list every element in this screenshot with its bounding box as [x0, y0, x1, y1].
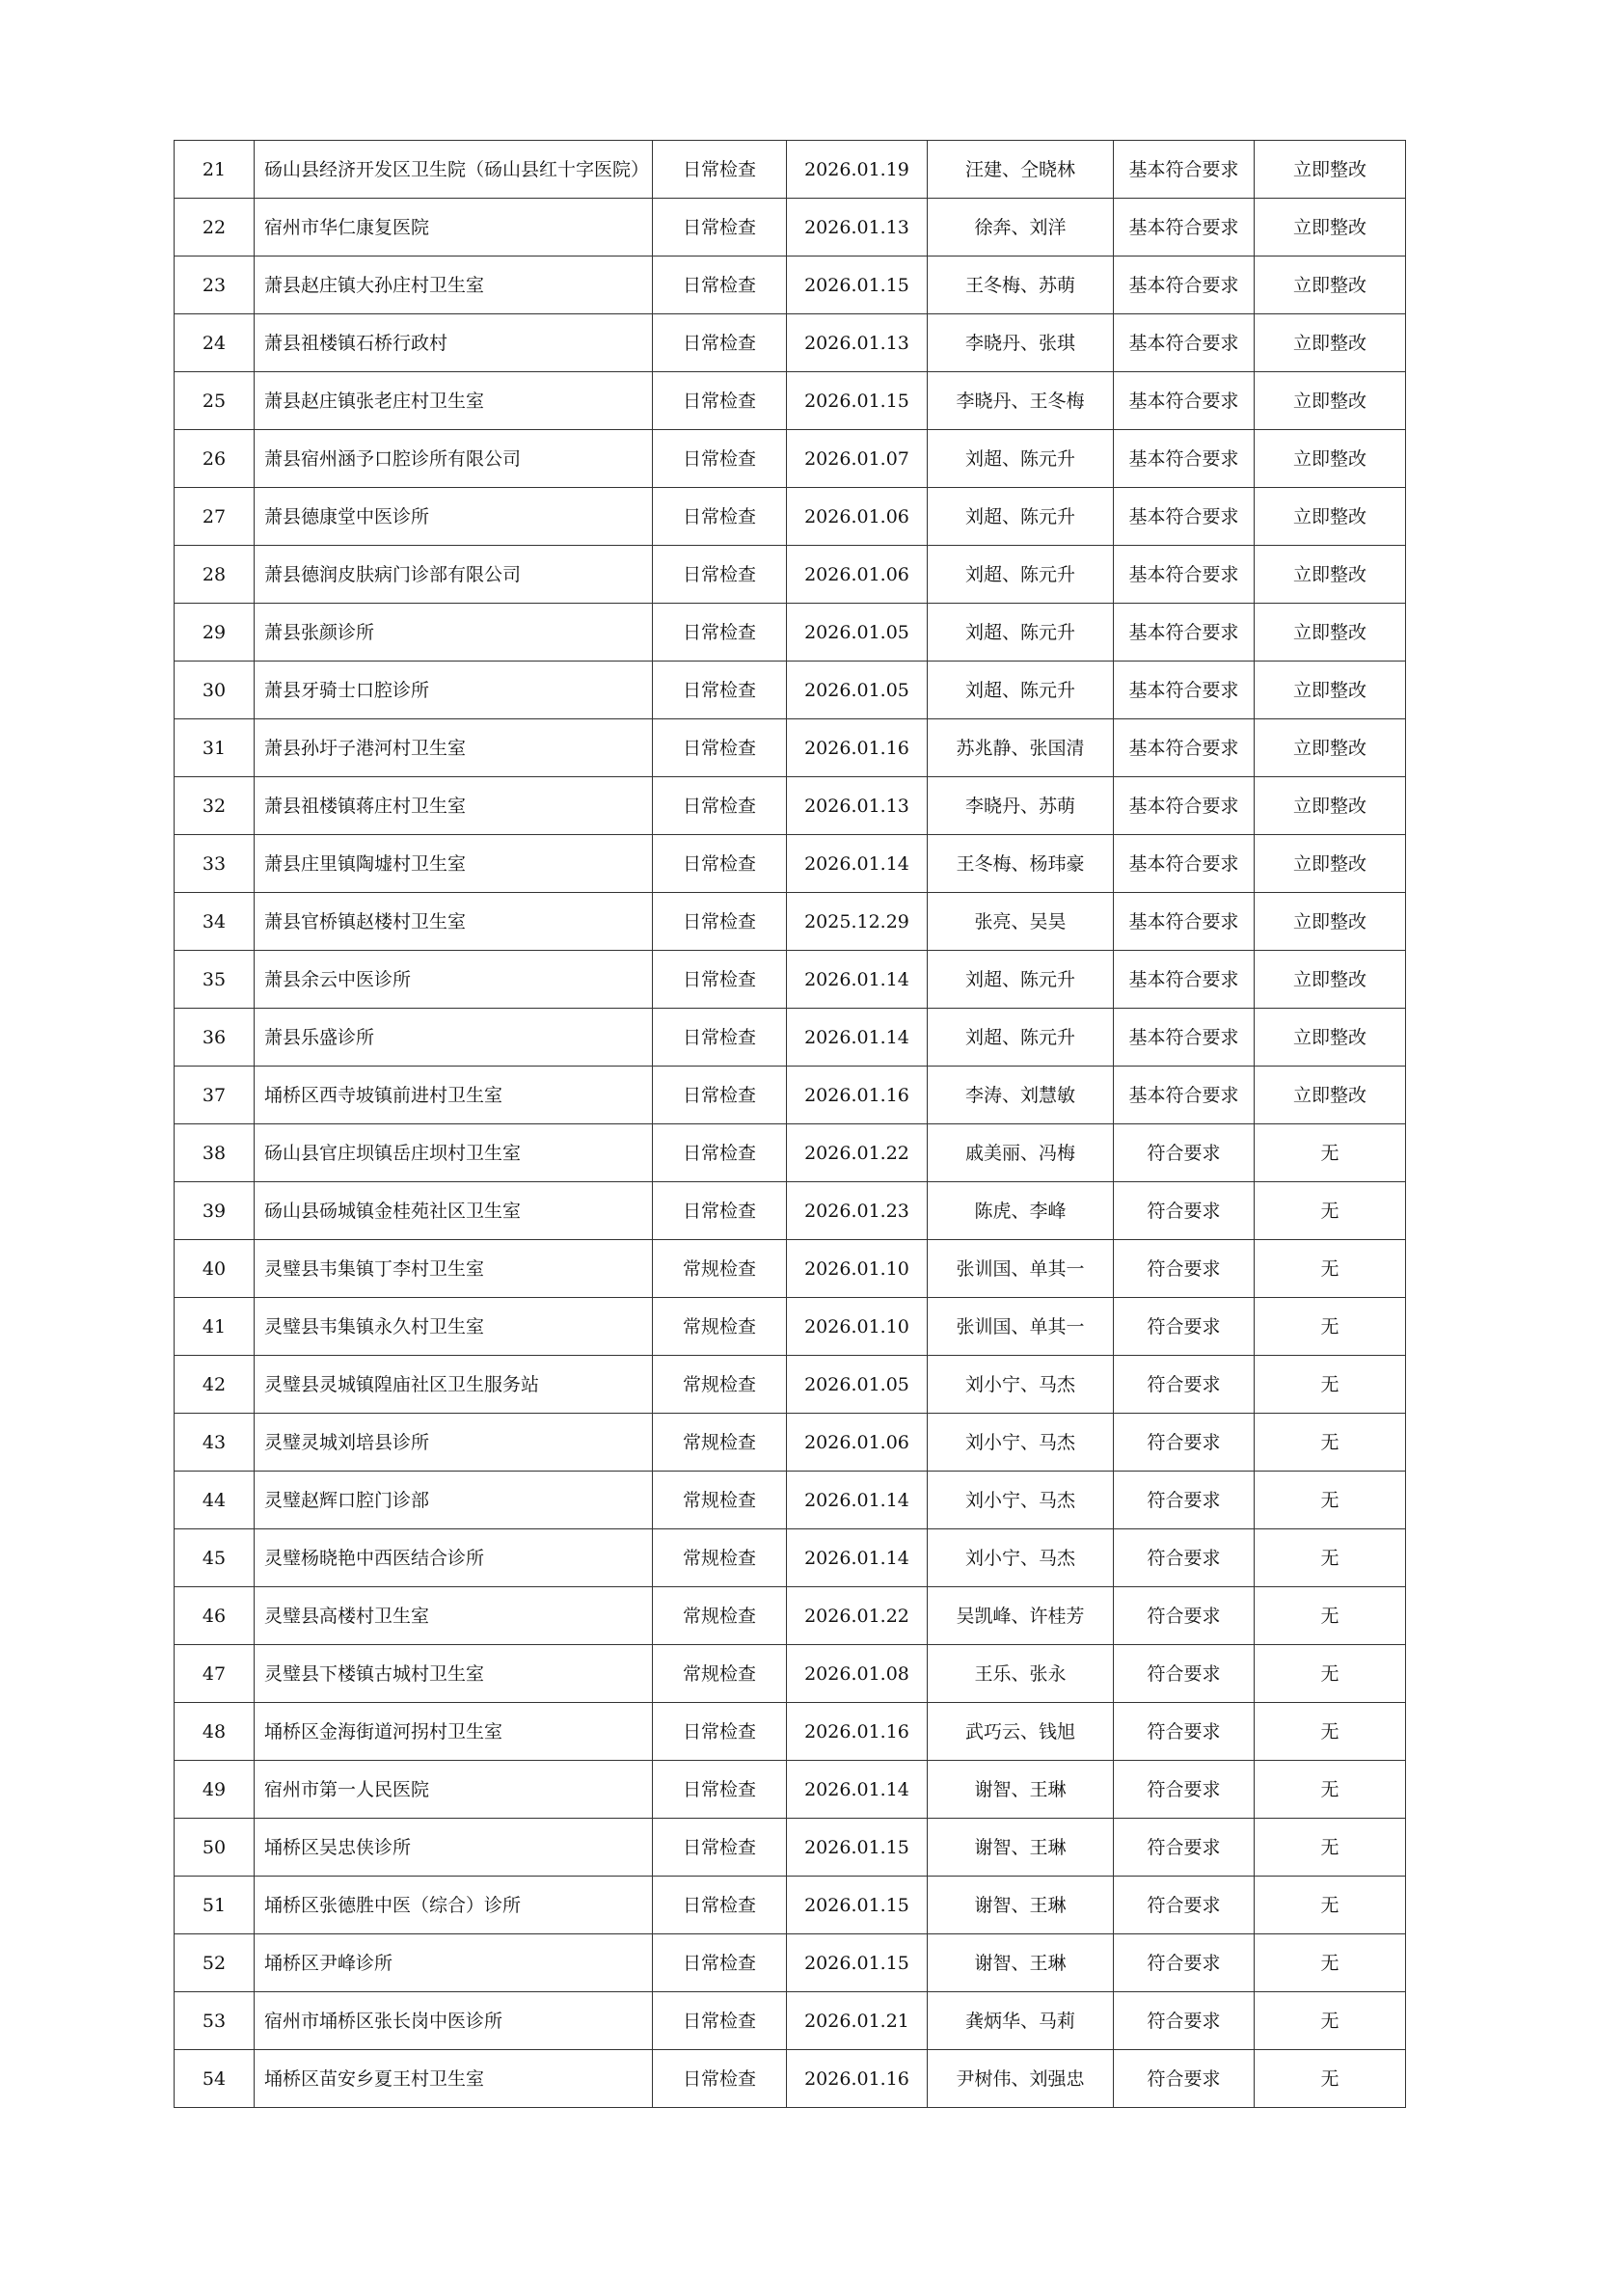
action-cell: 无 [1255, 1645, 1406, 1703]
inspectors-cell: 刘超、陈元升 [928, 662, 1114, 719]
row-number-cell: 23 [175, 257, 255, 314]
table-row [175, 777, 1406, 835]
row-number-cell: 38 [175, 1124, 255, 1182]
table-row [175, 199, 1406, 257]
inspection-type-cell: 日常检查 [653, 1182, 787, 1240]
inspection-type-cell: 日常检查 [653, 1992, 787, 2050]
inspection-type-cell: 日常检查 [653, 430, 787, 488]
inspection-date-cell: 2026.01.15 [787, 1819, 928, 1877]
result-cell: 符合要求 [1114, 1472, 1255, 1529]
row-number-cell: 50 [175, 1819, 255, 1877]
action-cell: 无 [1255, 1298, 1406, 1356]
result-cell: 基本符合要求 [1114, 546, 1255, 604]
row-number-cell: 46 [175, 1587, 255, 1645]
action-cell: 立即整改 [1255, 488, 1406, 546]
inspection-date-cell: 2026.01.14 [787, 1472, 928, 1529]
table-row [175, 719, 1406, 777]
action-cell: 立即整改 [1255, 719, 1406, 777]
inspection-date-cell: 2026.01.15 [787, 372, 928, 430]
unit-name-cell: 灵璧县高楼村卫生室 [255, 1587, 653, 1645]
action-cell: 无 [1255, 1587, 1406, 1645]
table-row [175, 546, 1406, 604]
inspection-type-cell: 日常检查 [653, 1877, 787, 1934]
result-cell: 符合要求 [1114, 1356, 1255, 1414]
table-row [175, 1992, 1406, 2050]
row-number-cell: 37 [175, 1067, 255, 1124]
inspection-type-cell: 常规检查 [653, 1414, 787, 1472]
row-number-cell: 53 [175, 1992, 255, 2050]
table-row [175, 1819, 1406, 1877]
unit-name-cell: 灵璧县灵城镇隍庙社区卫生服务站 [255, 1356, 653, 1414]
inspection-date-cell: 2026.01.06 [787, 546, 928, 604]
inspection-date-cell: 2026.01.07 [787, 430, 928, 488]
unit-name-cell: 埇桥区金海街道河拐村卫生室 [255, 1703, 653, 1761]
result-cell: 基本符合要求 [1114, 777, 1255, 835]
table-row [175, 1067, 1406, 1124]
action-cell: 无 [1255, 1761, 1406, 1819]
table-row [175, 1877, 1406, 1934]
inspectors-cell: 谢智、王琳 [928, 1877, 1114, 1934]
unit-name-cell: 宿州市第一人民医院 [255, 1761, 653, 1819]
result-cell: 基本符合要求 [1114, 893, 1255, 951]
inspection-type-cell: 日常检查 [653, 1124, 787, 1182]
row-number-cell: 29 [175, 604, 255, 662]
result-cell: 基本符合要求 [1114, 604, 1255, 662]
unit-name-cell: 埇桥区苗安乡夏王村卫生室 [255, 2050, 653, 2108]
unit-name-cell: 埇桥区尹峰诊所 [255, 1934, 653, 1992]
inspection-type-cell: 日常检查 [653, 546, 787, 604]
row-number-cell: 47 [175, 1645, 255, 1703]
inspectors-cell: 刘超、陈元升 [928, 951, 1114, 1009]
result-cell: 符合要求 [1114, 1703, 1255, 1761]
result-cell: 基本符合要求 [1114, 488, 1255, 546]
unit-name-cell: 萧县孙圩子港河村卫生室 [255, 719, 653, 777]
inspection-date-cell: 2026.01.14 [787, 1529, 928, 1587]
row-number-cell: 32 [175, 777, 255, 835]
inspection-date-cell: 2026.01.05 [787, 662, 928, 719]
inspection-date-cell: 2026.01.16 [787, 719, 928, 777]
action-cell: 无 [1255, 1414, 1406, 1472]
unit-name-cell: 萧县牙骑士口腔诊所 [255, 662, 653, 719]
inspection-type-cell: 日常检查 [653, 488, 787, 546]
result-cell: 符合要求 [1114, 1819, 1255, 1877]
result-cell: 符合要求 [1114, 1761, 1255, 1819]
inspection-type-cell: 日常检查 [653, 1009, 787, 1067]
row-number-cell: 25 [175, 372, 255, 430]
inspectors-cell: 王乐、张永 [928, 1645, 1114, 1703]
action-cell: 无 [1255, 1877, 1406, 1934]
inspection-type-cell: 日常检查 [653, 719, 787, 777]
inspection-type-cell: 日常检查 [653, 314, 787, 372]
inspection-date-cell: 2026.01.13 [787, 777, 928, 835]
inspection-date-cell: 2026.01.10 [787, 1298, 928, 1356]
row-number-cell: 44 [175, 1472, 255, 1529]
action-cell: 无 [1255, 2050, 1406, 2108]
result-cell: 符合要求 [1114, 2050, 1255, 2108]
inspection-date-cell: 2025.12.29 [787, 893, 928, 951]
row-number-cell: 45 [175, 1529, 255, 1587]
row-number-cell: 31 [175, 719, 255, 777]
inspection-type-cell: 日常检查 [653, 777, 787, 835]
action-cell: 无 [1255, 1356, 1406, 1414]
result-cell: 基本符合要求 [1114, 719, 1255, 777]
inspection-type-cell: 日常检查 [653, 257, 787, 314]
action-cell: 无 [1255, 1124, 1406, 1182]
row-number-cell: 22 [175, 199, 255, 257]
inspection-date-cell: 2026.01.13 [787, 199, 928, 257]
table-row [175, 1009, 1406, 1067]
unit-name-cell: 埇桥区张德胜中医（综合）诊所 [255, 1877, 653, 1934]
action-cell: 立即整改 [1255, 893, 1406, 951]
unit-name-cell: 埇桥区西寺坡镇前进村卫生室 [255, 1067, 653, 1124]
inspectors-cell: 刘超、陈元升 [928, 1009, 1114, 1067]
unit-name-cell: 灵璧杨晓艳中西医结合诊所 [255, 1529, 653, 1587]
inspectors-cell: 陈虎、李峰 [928, 1182, 1114, 1240]
unit-name-cell: 萧县乐盛诊所 [255, 1009, 653, 1067]
unit-name-cell: 宿州市华仁康复医院 [255, 199, 653, 257]
table-row [175, 257, 1406, 314]
inspection-date-cell: 2026.01.14 [787, 835, 928, 893]
result-cell: 基本符合要求 [1114, 1009, 1255, 1067]
table-row [175, 1761, 1406, 1819]
row-number-cell: 54 [175, 2050, 255, 2108]
row-number-cell: 26 [175, 430, 255, 488]
result-cell: 符合要求 [1114, 1587, 1255, 1645]
inspection-table [174, 140, 1406, 2108]
inspection-date-cell: 2026.01.15 [787, 257, 928, 314]
inspectors-cell: 刘超、陈元升 [928, 488, 1114, 546]
table-row [175, 1587, 1406, 1645]
inspection-type-cell: 日常检查 [653, 951, 787, 1009]
inspectors-cell: 王冬梅、杨玮豪 [928, 835, 1114, 893]
action-cell: 立即整改 [1255, 372, 1406, 430]
row-number-cell: 42 [175, 1356, 255, 1414]
inspection-date-cell: 2026.01.16 [787, 2050, 928, 2108]
result-cell: 符合要求 [1114, 1298, 1255, 1356]
unit-name-cell: 萧县德康堂中医诊所 [255, 488, 653, 546]
inspection-date-cell: 2026.01.14 [787, 1761, 928, 1819]
inspectors-cell: 刘小宁、马杰 [928, 1356, 1114, 1414]
unit-name-cell: 砀山县砀城镇金桂苑社区卫生室 [255, 1182, 653, 1240]
row-number-cell: 48 [175, 1703, 255, 1761]
unit-name-cell: 灵璧灵城刘培县诊所 [255, 1414, 653, 1472]
unit-name-cell: 萧县祖楼镇蒋庄村卫生室 [255, 777, 653, 835]
inspection-type-cell: 日常检查 [653, 662, 787, 719]
unit-name-cell: 灵璧县韦集镇丁李村卫生室 [255, 1240, 653, 1298]
action-cell: 无 [1255, 1703, 1406, 1761]
unit-name-cell: 萧县赵庄镇大孙庄村卫生室 [255, 257, 653, 314]
inspection-date-cell: 2026.01.15 [787, 1877, 928, 1934]
action-cell: 立即整改 [1255, 1067, 1406, 1124]
unit-name-cell: 宿州市埇桥区张长岗中医诊所 [255, 1992, 653, 2050]
unit-name-cell: 灵璧赵辉口腔门诊部 [255, 1472, 653, 1529]
row-number-cell: 35 [175, 951, 255, 1009]
action-cell: 立即整改 [1255, 1009, 1406, 1067]
table-row [175, 1472, 1406, 1529]
inspectors-cell: 刘小宁、马杰 [928, 1472, 1114, 1529]
unit-name-cell: 砀山县经济开发区卫生院（砀山县红十字医院） [255, 141, 653, 199]
table-row [175, 604, 1406, 662]
result-cell: 符合要求 [1114, 1877, 1255, 1934]
row-number-cell: 21 [175, 141, 255, 199]
row-number-cell: 28 [175, 546, 255, 604]
inspectors-cell: 张训国、单其一 [928, 1298, 1114, 1356]
inspection-type-cell: 日常检查 [653, 1067, 787, 1124]
inspectors-cell: 苏兆静、张国清 [928, 719, 1114, 777]
action-cell: 立即整改 [1255, 546, 1406, 604]
table-row [175, 1529, 1406, 1587]
table-body [175, 141, 1406, 2108]
result-cell: 基本符合要求 [1114, 314, 1255, 372]
table-row [175, 951, 1406, 1009]
inspection-type-cell: 常规检查 [653, 1356, 787, 1414]
table-row [175, 2050, 1406, 2108]
table-row [175, 893, 1406, 951]
unit-name-cell: 砀山县官庄坝镇岳庄坝村卫生室 [255, 1124, 653, 1182]
unit-name-cell: 萧县庄里镇陶墟村卫生室 [255, 835, 653, 893]
action-cell: 立即整改 [1255, 604, 1406, 662]
table-row [175, 1240, 1406, 1298]
row-number-cell: 51 [175, 1877, 255, 1934]
result-cell: 符合要求 [1114, 1414, 1255, 1472]
action-cell: 立即整改 [1255, 314, 1406, 372]
result-cell: 基本符合要求 [1114, 835, 1255, 893]
result-cell: 基本符合要求 [1114, 662, 1255, 719]
inspection-date-cell: 2026.01.05 [787, 604, 928, 662]
unit-name-cell: 灵璧县韦集镇永久村卫生室 [255, 1298, 653, 1356]
table-row [175, 430, 1406, 488]
result-cell: 基本符合要求 [1114, 257, 1255, 314]
inspectors-cell: 刘超、陈元升 [928, 430, 1114, 488]
inspection-date-cell: 2026.01.05 [787, 1356, 928, 1414]
inspectors-cell: 汪建、仝晓林 [928, 141, 1114, 199]
inspection-type-cell: 日常检查 [653, 2050, 787, 2108]
row-number-cell: 30 [175, 662, 255, 719]
table-row [175, 1298, 1406, 1356]
action-cell: 立即整改 [1255, 199, 1406, 257]
inspectors-cell: 谢智、王琳 [928, 1934, 1114, 1992]
unit-name-cell: 萧县赵庄镇张老庄村卫生室 [255, 372, 653, 430]
unit-name-cell: 萧县祖楼镇石桥行政村 [255, 314, 653, 372]
unit-name-cell: 萧县官桥镇赵楼村卫生室 [255, 893, 653, 951]
table-row [175, 1934, 1406, 1992]
inspection-date-cell: 2026.01.23 [787, 1182, 928, 1240]
result-cell: 基本符合要求 [1114, 372, 1255, 430]
result-cell: 符合要求 [1114, 1992, 1255, 2050]
inspection-type-cell: 常规检查 [653, 1240, 787, 1298]
table-row [175, 1703, 1406, 1761]
unit-name-cell: 灵璧县下楼镇古城村卫生室 [255, 1645, 653, 1703]
result-cell: 符合要求 [1114, 1529, 1255, 1587]
inspection-type-cell: 日常检查 [653, 835, 787, 893]
inspectors-cell: 张训国、单其一 [928, 1240, 1114, 1298]
action-cell: 立即整改 [1255, 777, 1406, 835]
inspection-type-cell: 常规检查 [653, 1298, 787, 1356]
inspection-type-cell: 常规检查 [653, 1587, 787, 1645]
inspection-date-cell: 2026.01.08 [787, 1645, 928, 1703]
action-cell: 无 [1255, 1819, 1406, 1877]
inspection-date-cell: 2026.01.15 [787, 1934, 928, 1992]
inspectors-cell: 尹树伟、刘强忠 [928, 2050, 1114, 2108]
unit-name-cell: 萧县德润皮肤病门诊部有限公司 [255, 546, 653, 604]
row-number-cell: 41 [175, 1298, 255, 1356]
inspection-date-cell: 2026.01.06 [787, 488, 928, 546]
inspectors-cell: 武巧云、钱旭 [928, 1703, 1114, 1761]
inspectors-cell: 吴凯峰、许桂芳 [928, 1587, 1114, 1645]
inspectors-cell: 谢智、王琳 [928, 1819, 1114, 1877]
unit-name-cell: 萧县张颜诊所 [255, 604, 653, 662]
inspectors-cell: 刘超、陈元升 [928, 546, 1114, 604]
table-row [175, 1356, 1406, 1414]
inspection-type-cell: 日常检查 [653, 372, 787, 430]
result-cell: 基本符合要求 [1114, 430, 1255, 488]
inspection-type-cell: 日常检查 [653, 893, 787, 951]
inspection-date-cell: 2026.01.16 [787, 1703, 928, 1761]
inspectors-cell: 刘小宁、马杰 [928, 1414, 1114, 1472]
action-cell: 立即整改 [1255, 835, 1406, 893]
inspection-type-cell: 日常检查 [653, 1819, 787, 1877]
result-cell: 基本符合要求 [1114, 141, 1255, 199]
inspectors-cell: 李晓丹、张琪 [928, 314, 1114, 372]
inspection-date-cell: 2026.01.21 [787, 1992, 928, 2050]
row-number-cell: 52 [175, 1934, 255, 1992]
inspectors-cell: 戚美丽、冯梅 [928, 1124, 1114, 1182]
row-number-cell: 39 [175, 1182, 255, 1240]
inspection-date-cell: 2026.01.22 [787, 1124, 928, 1182]
action-cell: 无 [1255, 1240, 1406, 1298]
table-row [175, 314, 1406, 372]
inspection-type-cell: 日常检查 [653, 1761, 787, 1819]
inspection-date-cell: 2026.01.22 [787, 1587, 928, 1645]
inspectors-cell: 李涛、刘慧敏 [928, 1067, 1114, 1124]
action-cell: 无 [1255, 1992, 1406, 2050]
row-number-cell: 43 [175, 1414, 255, 1472]
result-cell: 基本符合要求 [1114, 951, 1255, 1009]
row-number-cell: 27 [175, 488, 255, 546]
inspection-type-cell: 常规检查 [653, 1472, 787, 1529]
action-cell: 立即整改 [1255, 662, 1406, 719]
result-cell: 符合要求 [1114, 1645, 1255, 1703]
inspection-date-cell: 2026.01.10 [787, 1240, 928, 1298]
result-cell: 符合要求 [1114, 1124, 1255, 1182]
action-cell: 立即整改 [1255, 951, 1406, 1009]
inspection-type-cell: 常规检查 [653, 1645, 787, 1703]
table-row [175, 1645, 1406, 1703]
inspection-date-cell: 2026.01.06 [787, 1414, 928, 1472]
row-number-cell: 40 [175, 1240, 255, 1298]
result-cell: 符合要求 [1114, 1182, 1255, 1240]
inspectors-cell: 谢智、王琳 [928, 1761, 1114, 1819]
table-row [175, 662, 1406, 719]
row-number-cell: 24 [175, 314, 255, 372]
action-cell: 无 [1255, 1182, 1406, 1240]
unit-name-cell: 萧县余云中医诊所 [255, 951, 653, 1009]
table-row [175, 1182, 1406, 1240]
result-cell: 符合要求 [1114, 1240, 1255, 1298]
table-row [175, 835, 1406, 893]
inspection-date-cell: 2026.01.14 [787, 1009, 928, 1067]
table-row [175, 488, 1406, 546]
inspectors-cell: 刘小宁、马杰 [928, 1529, 1114, 1587]
action-cell: 无 [1255, 1472, 1406, 1529]
action-cell: 立即整改 [1255, 257, 1406, 314]
inspectors-cell: 李晓丹、王冬梅 [928, 372, 1114, 430]
table-row [175, 141, 1406, 199]
inspectors-cell: 张亮、吴昊 [928, 893, 1114, 951]
action-cell: 无 [1255, 1529, 1406, 1587]
inspection-date-cell: 2026.01.14 [787, 951, 928, 1009]
row-number-cell: 49 [175, 1761, 255, 1819]
action-cell: 立即整改 [1255, 430, 1406, 488]
inspectors-cell: 李晓丹、苏萌 [928, 777, 1114, 835]
result-cell: 符合要求 [1114, 1934, 1255, 1992]
inspectors-cell: 龚炳华、马莉 [928, 1992, 1114, 2050]
row-number-cell: 36 [175, 1009, 255, 1067]
result-cell: 基本符合要求 [1114, 199, 1255, 257]
result-cell: 基本符合要求 [1114, 1067, 1255, 1124]
table-row [175, 1124, 1406, 1182]
table-row [175, 1414, 1406, 1472]
inspection-type-cell: 日常检查 [653, 1934, 787, 1992]
unit-name-cell: 埇桥区吴忠侠诊所 [255, 1819, 653, 1877]
inspection-type-cell: 常规检查 [653, 1529, 787, 1587]
action-cell: 无 [1255, 1934, 1406, 1992]
row-number-cell: 33 [175, 835, 255, 893]
inspection-type-cell: 日常检查 [653, 1703, 787, 1761]
inspectors-cell: 王冬梅、苏萌 [928, 257, 1114, 314]
unit-name-cell: 萧县宿州涵予口腔诊所有限公司 [255, 430, 653, 488]
action-cell: 立即整改 [1255, 141, 1406, 199]
row-number-cell: 34 [175, 893, 255, 951]
inspection-date-cell: 2026.01.16 [787, 1067, 928, 1124]
table-row [175, 372, 1406, 430]
inspection-type-cell: 日常检查 [653, 141, 787, 199]
inspection-type-cell: 日常检查 [653, 604, 787, 662]
inspection-date-cell: 2026.01.19 [787, 141, 928, 199]
inspection-date-cell: 2026.01.13 [787, 314, 928, 372]
inspectors-cell: 刘超、陈元升 [928, 604, 1114, 662]
inspection-type-cell: 日常检查 [653, 199, 787, 257]
inspectors-cell: 徐奔、刘洋 [928, 199, 1114, 257]
